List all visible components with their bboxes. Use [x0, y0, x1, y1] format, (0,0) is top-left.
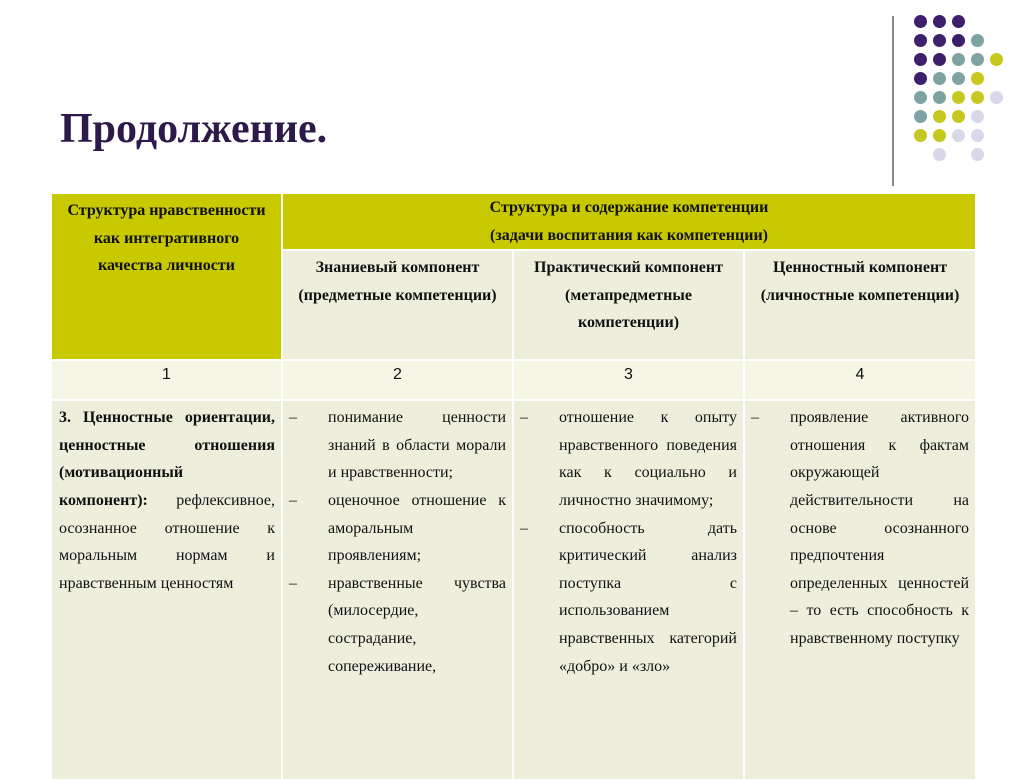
list-item — [283, 404, 506, 487]
list-item-text: отношение к опыту нравственного поведения как к социально и личностно значимому; — [559, 409, 737, 509]
list-item — [745, 404, 969, 652]
decorative-dot — [914, 91, 927, 104]
header-practical-label: Практический компонент (метапредметные компетенции) — [534, 259, 723, 332]
list-item-text: нравственные чувства (милосердие, сострадание, сопереживание, — [328, 574, 506, 675]
decorative-dot — [914, 15, 927, 28]
decorative-dot — [952, 34, 965, 47]
dash-marker: – — [289, 491, 297, 509]
decorative-dot — [971, 53, 984, 66]
list-item — [514, 515, 737, 681]
knowledge-cell — [282, 400, 513, 780]
decorative-dot — [952, 72, 965, 85]
decorative-dot — [990, 91, 1003, 104]
decorative-dot — [971, 129, 984, 142]
header-structure-label: Структура нравственности как интегративного качества личности — [67, 202, 266, 275]
dash-marker: – — [289, 409, 297, 427]
value-cell — [744, 400, 976, 780]
decorative-dot — [933, 34, 946, 47]
dash-marker: – — [520, 519, 528, 537]
structure-text: рефлексивное, осознанное отношение к моральным нормам и нравственным ценностям — [59, 491, 275, 592]
decorative-dot — [952, 91, 965, 104]
list-item — [283, 570, 506, 680]
decorative-dot — [914, 72, 927, 85]
structure-heading: 3. Ценностные ориентации, ценностные отношения (мотивационный компонент): — [59, 409, 275, 509]
decorative-dot — [952, 129, 965, 142]
dash-marker: – — [751, 409, 759, 427]
decorative-dot — [933, 53, 946, 66]
column-number-4: 4 — [744, 360, 976, 400]
decorative-dot — [933, 15, 946, 28]
header-value-cell — [744, 250, 976, 360]
decorative-dot — [971, 148, 984, 161]
decorative-dot — [914, 129, 927, 142]
column-number-3: 3 — [513, 360, 744, 400]
decorative-dot — [933, 129, 946, 142]
decorative-dot — [933, 72, 946, 85]
decorative-dot — [952, 110, 965, 123]
decorative-dots — [0, 0, 1024, 200]
decorative-dot — [933, 148, 946, 161]
header-practical-cell — [513, 250, 744, 360]
header-structure-cell — [51, 193, 282, 360]
decorative-dot — [971, 34, 984, 47]
column-number-2: 2 — [282, 360, 513, 400]
column-number-1: 1 — [51, 360, 282, 400]
list-item — [514, 404, 737, 514]
page-title: Продолжение. — [60, 106, 328, 152]
header-knowledge-cell — [282, 250, 513, 360]
header-group-cell — [282, 193, 976, 250]
structure-cell — [51, 400, 282, 780]
decorative-dot — [990, 53, 1003, 66]
decorative-dot — [971, 91, 984, 104]
decorative-dot — [933, 110, 946, 123]
header-group-line2: (задачи воспитания как компетенции) — [490, 226, 768, 244]
list-item-text: проявление активного отношения к фактам окружающей действительности на основе осознанного предпочтения определенных ценностей – то есть способность к нравственному поступку — [790, 409, 970, 647]
competence-table — [50, 192, 977, 781]
header-value-label: Ценностный компонент (личностные компетенции) — [760, 259, 960, 304]
list-item-text: оценочное отношение к аморальным проявлениям; — [328, 491, 506, 565]
decorative-dot — [914, 34, 927, 47]
header-group-line1: Структура и содержание компетенции — [489, 199, 769, 216]
decorative-dot — [914, 110, 927, 123]
decorative-dot — [952, 15, 965, 28]
header-knowledge-label: Знаниевый компонент (предметные компетенции) — [298, 259, 497, 304]
list-item-text: способность дать критический анализ поступка с использованием нравственных категорий «добро» и «зло» — [559, 519, 737, 675]
decorative-dot — [914, 53, 927, 66]
decorative-dot — [952, 53, 965, 66]
decorative-dot — [971, 110, 984, 123]
dash-marker: – — [520, 409, 528, 427]
practical-cell — [513, 400, 744, 780]
list-item — [283, 487, 506, 570]
dash-marker: – — [289, 574, 297, 592]
decorative-dot — [971, 72, 984, 85]
list-item-text: понимание ценности знаний в области морали и нравственности; — [328, 409, 506, 482]
decorative-dot — [933, 91, 946, 104]
